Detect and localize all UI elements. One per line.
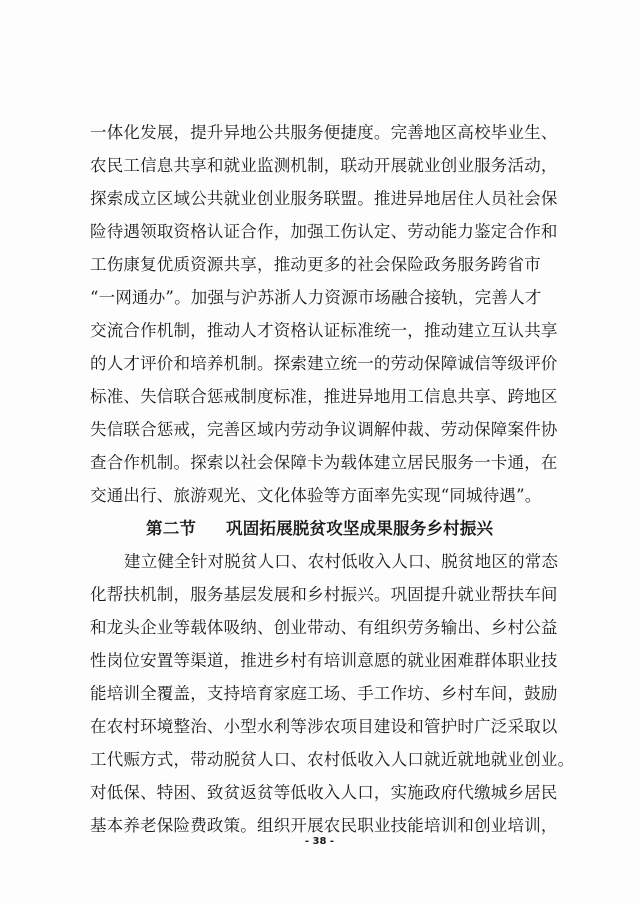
text-line: 一体化发展，提升异地公共服务便捷度。完善地区高校毕业生、 xyxy=(90,123,558,142)
text-line: “一网通办”。加强与沪苏浙人力资源市场融合接轨，完善人才 xyxy=(90,288,542,307)
text-line: 基本养老保险费政策。组织开展农民职业技能培训和创业培训， xyxy=(90,816,558,835)
body-text xyxy=(90,116,575,842)
page-number: - 38 - xyxy=(304,836,335,847)
text-line: 在农村环境整治、小型水利等涉农项目建设和管护时广泛采取以 xyxy=(90,717,558,736)
text-line: 工伤康复优质资源共享，推动更多的社会保险政务服务跨省市 xyxy=(90,255,541,274)
text-line: 交流合作机制，推动人才资格认证标准统一，推动建立互认共享 xyxy=(90,321,558,340)
text-line: 交通出行、旅游观光、文化体验等方面率先实现“同城待遇”。 xyxy=(90,486,542,505)
text-line: 查合作机制。探索以社会保障卡为载体建立居民服务一卡通，在 xyxy=(90,453,558,472)
section-title: 巩固拓展脱贫攻坚成果服务乡村振兴 xyxy=(226,519,494,538)
text-line: 建立健全针对脱贫人口、农村低收入人口、脱贫地区的常态 xyxy=(124,552,559,571)
section-number: 第二节 xyxy=(146,519,197,538)
text-line: 对低保、特困、致贫返贫等低收入人口，实施政府代缴城乡居民 xyxy=(90,783,558,802)
text-line: 和龙头企业等载体吸纳、创业带动、有组织劳务输出、乡村公益 xyxy=(90,618,558,637)
text-line: 探索成立区域公共就业创业服务联盟。推进异地居住人员社会保 xyxy=(90,189,558,208)
text-line: 能培训全覆盖，支持培育家庭工场、手工作坊、乡村车间，鼓励 xyxy=(90,684,558,703)
text-line: 性岗位安置等渠道，推进乡村有培训意愿的就业困难群体职业技 xyxy=(90,651,558,670)
text-line: 工代赈方式，带动脱贫人口、农村低收入人口就近就地就业创业。 xyxy=(90,750,575,769)
text-line: 的人才评价和培养机制。探索建立统一的劳动保障诚信等级评价 xyxy=(90,354,558,373)
text-line: 险待遇领取资格认证合作，加强工伤认定、劳动能力鉴定合作和 xyxy=(90,222,558,241)
text-line: 化帮扶机制，服务基层发展和乡村振兴。巩固提升就业帮扶车间 xyxy=(90,585,558,604)
section-heading xyxy=(90,512,560,545)
text-line: 失信联合惩戒，完善区域内劳动争议调解仲裁、劳动保障案件协 xyxy=(90,420,558,439)
text-line: 农民工信息共享和就业监测机制，联动开展就业创业服务活动， xyxy=(90,156,558,175)
text-line: 标准、失信联合惩戒制度标准，推进异地用工信息共享、跨地区 xyxy=(90,387,558,406)
